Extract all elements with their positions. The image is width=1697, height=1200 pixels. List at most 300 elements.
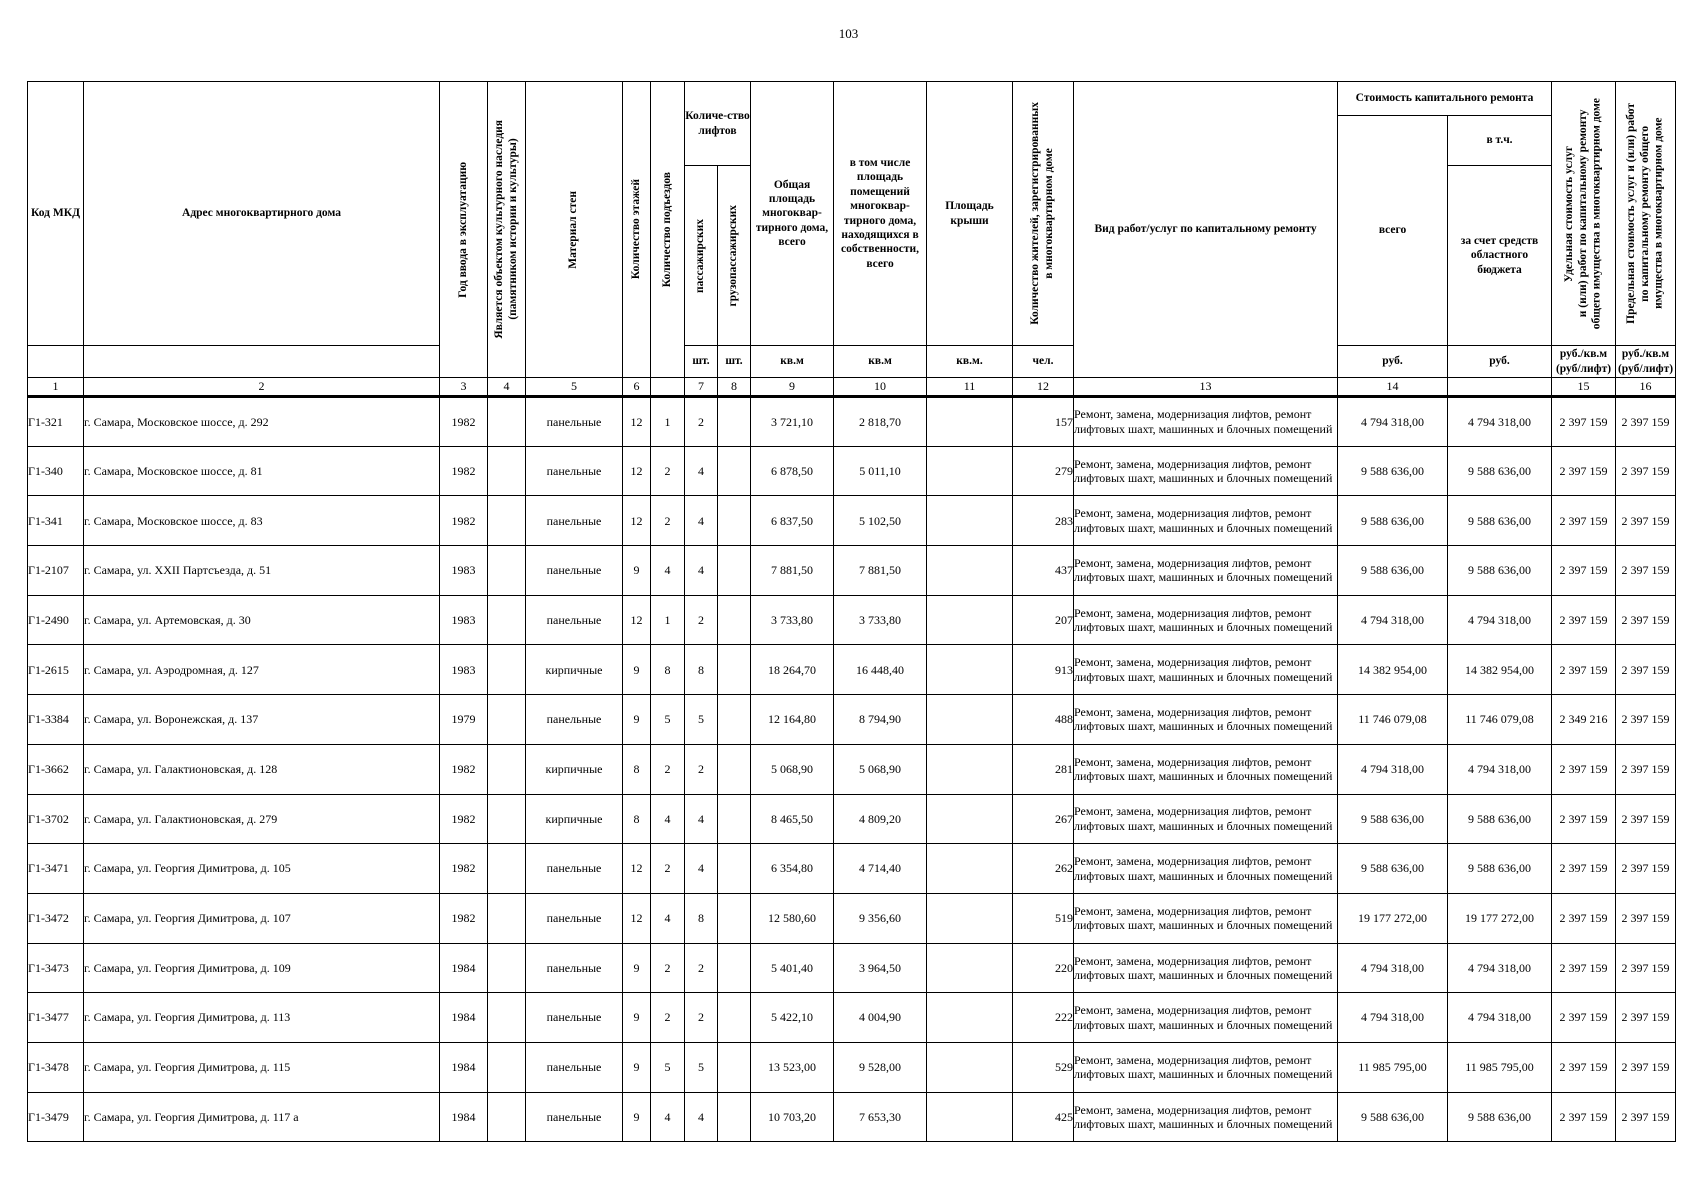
cell-address: г. Самара, ул. Георгия Димитрова, д. 117 а — [84, 1092, 440, 1142]
cell-cost-total: 4 794 318,00 — [1338, 397, 1448, 447]
cell-cost-total: 4 794 318,00 — [1338, 993, 1448, 1043]
cell-lifts-cargo — [718, 1042, 751, 1092]
unit-lifts-cargo: шт. — [718, 346, 751, 378]
table-row — [28, 595, 1676, 645]
unit-max-cost: руб./кв.м (руб/лифт) — [1616, 346, 1676, 378]
column-number: 3 — [440, 378, 488, 397]
cell-residents: 488 — [1013, 695, 1074, 745]
cell-address: г. Самара, ул. XXII Партсъезда, д. 51 — [84, 546, 440, 596]
cell-wall-material: панельные — [526, 546, 623, 596]
cell-address: г. Самара, ул. Аэродромная, д. 127 — [84, 645, 440, 695]
cell-cost-regional: 11 985 795,00 — [1448, 1042, 1552, 1092]
cell-year: 1982 — [440, 397, 488, 447]
cell-owned-area: 7 653,30 — [834, 1092, 927, 1142]
column-number: 10 — [834, 378, 927, 397]
header-lifts-passenger: пассажирских — [685, 166, 718, 346]
cell-lifts-cargo — [718, 893, 751, 943]
cell-floors: 9 — [623, 993, 651, 1043]
cell-heritage — [488, 993, 526, 1043]
cell-year: 1982 — [440, 893, 488, 943]
cell-heritage — [488, 546, 526, 596]
cell-year: 1984 — [440, 1042, 488, 1092]
cell-total-area: 18 264,70 — [751, 645, 834, 695]
cell-code: Г1-2107 — [28, 546, 84, 596]
cell-cost-total: 4 794 318,00 — [1338, 943, 1448, 993]
header-unit-cost: Удельная стоимость услуг и (или) работ по капитальному ремонту общего имущества в многоквартирном доме — [1552, 82, 1616, 346]
cell-roof-area — [927, 744, 1013, 794]
cell-floors: 9 — [623, 1092, 651, 1142]
unit-residents: чел. — [1013, 346, 1074, 378]
cell-code: Г1-3471 — [28, 844, 84, 894]
unit-address — [84, 346, 440, 378]
cell-max-cost: 2 397 159 — [1616, 496, 1676, 546]
cell-roof-area — [927, 645, 1013, 695]
cell-roof-area — [927, 546, 1013, 596]
cell-residents: 913 — [1013, 645, 1074, 695]
cell-code: Г1-3384 — [28, 695, 84, 745]
cell-year: 1984 — [440, 1092, 488, 1142]
cell-lifts-cargo — [718, 993, 751, 1043]
cell-cost-regional: 4 794 318,00 — [1448, 595, 1552, 645]
cell-residents: 267 — [1013, 794, 1074, 844]
cell-address: г. Самара, ул. Георгия Димитрова, д. 109 — [84, 943, 440, 993]
cell-entrances: 2 — [651, 993, 685, 1043]
cell-lifts-passenger: 2 — [685, 397, 718, 447]
cell-lifts-cargo — [718, 645, 751, 695]
cell-entrances: 4 — [651, 794, 685, 844]
cell-owned-area: 3 964,50 — [834, 943, 927, 993]
cell-max-cost: 2 397 159 — [1616, 1042, 1676, 1092]
column-number: 9 — [751, 378, 834, 397]
cell-floors: 9 — [623, 546, 651, 596]
cell-floors: 12 — [623, 446, 651, 496]
cell-unit-cost: 2 397 159 — [1552, 645, 1616, 695]
cell-address: г. Самара, ул. Георгия Димитрова, д. 105 — [84, 844, 440, 894]
cell-code: Г1-3662 — [28, 744, 84, 794]
cell-total-area: 5 068,90 — [751, 744, 834, 794]
cell-year: 1982 — [440, 744, 488, 794]
cell-work-type: Ремонт, замена, модернизация лифтов, ремонт лифтовых шахт, машинных и блочных помещений — [1074, 496, 1338, 546]
cell-total-area: 12 164,80 — [751, 695, 834, 745]
cell-lifts-cargo — [718, 943, 751, 993]
cell-lifts-cargo — [718, 595, 751, 645]
cell-max-cost: 2 397 159 — [1616, 844, 1676, 894]
column-number: 4 — [488, 378, 526, 397]
cell-lifts-passenger: 4 — [685, 546, 718, 596]
cell-lifts-passenger: 2 — [685, 744, 718, 794]
cell-wall-material: панельные — [526, 993, 623, 1043]
cell-residents: 425 — [1013, 1092, 1074, 1142]
table-row — [28, 446, 1676, 496]
cell-max-cost: 2 397 159 — [1616, 993, 1676, 1043]
header-lifts-group: Количе-ство лифтов — [685, 82, 751, 166]
cell-total-area: 13 523,00 — [751, 1042, 834, 1092]
cell-floors: 9 — [623, 645, 651, 695]
cell-residents: 281 — [1013, 744, 1074, 794]
column-number: 2 — [84, 378, 440, 397]
table-row — [28, 943, 1676, 993]
cell-code: Г1-3477 — [28, 993, 84, 1043]
cell-heritage — [488, 645, 526, 695]
cell-floors: 8 — [623, 794, 651, 844]
cell-year: 1983 — [440, 546, 488, 596]
cell-work-type: Ремонт, замена, модернизация лифтов, ремонт лифтовых шахт, машинных и блочных помещений — [1074, 446, 1338, 496]
cell-code: Г1-3478 — [28, 1042, 84, 1092]
cell-cost-total: 9 588 636,00 — [1338, 844, 1448, 894]
cell-heritage — [488, 595, 526, 645]
cell-code: Г1-321 — [28, 397, 84, 447]
cell-lifts-cargo — [718, 794, 751, 844]
cell-entrances: 1 — [651, 397, 685, 447]
cell-work-type: Ремонт, замена, модернизация лифтов, ремонт лифтовых шахт, машинных и блочных помещений — [1074, 844, 1338, 894]
cell-unit-cost: 2 397 159 — [1552, 794, 1616, 844]
cell-floors: 9 — [623, 1042, 651, 1092]
cell-year: 1983 — [440, 595, 488, 645]
table-row — [28, 397, 1676, 447]
cell-unit-cost: 2 397 159 — [1552, 993, 1616, 1043]
cell-address: г. Самара, ул. Галактионовская, д. 128 — [84, 744, 440, 794]
cell-heritage — [488, 695, 526, 745]
cell-max-cost: 2 397 159 — [1616, 794, 1676, 844]
cell-unit-cost: 2 397 159 — [1552, 943, 1616, 993]
column-number: 12 — [1013, 378, 1074, 397]
cell-lifts-cargo — [718, 1092, 751, 1142]
column-number: 5 — [526, 378, 623, 397]
cell-entrances: 2 — [651, 496, 685, 546]
cell-owned-area: 5 011,10 — [834, 446, 927, 496]
cell-lifts-passenger: 5 — [685, 1042, 718, 1092]
cell-wall-material: панельные — [526, 844, 623, 894]
cell-total-area: 3 733,80 — [751, 595, 834, 645]
cell-address: г. Самара, ул. Георгия Димитрова, д. 113 — [84, 993, 440, 1043]
cell-lifts-passenger: 2 — [685, 943, 718, 993]
header-year: Год ввода в эксплуатацию — [440, 82, 488, 378]
cell-code: Г1-3473 — [28, 943, 84, 993]
cell-address: г. Самара, ул. Артемовская, д. 30 — [84, 595, 440, 645]
cell-floors: 12 — [623, 844, 651, 894]
unit-roof-area: кв.м. — [927, 346, 1013, 378]
cell-cost-regional: 9 588 636,00 — [1448, 844, 1552, 894]
cell-lifts-cargo — [718, 744, 751, 794]
cell-roof-area — [927, 1092, 1013, 1142]
cell-work-type: Ремонт, замена, модернизация лифтов, ремонт лифтовых шахт, машинных и блочных помещений — [1074, 397, 1338, 447]
cell-unit-cost: 2 397 159 — [1552, 744, 1616, 794]
cell-year: 1982 — [440, 446, 488, 496]
cell-wall-material: панельные — [526, 695, 623, 745]
cell-cost-regional: 9 588 636,00 — [1448, 446, 1552, 496]
cell-lifts-passenger: 4 — [685, 794, 718, 844]
unit-owned-area: кв.м — [834, 346, 927, 378]
cell-wall-material: панельные — [526, 893, 623, 943]
cell-heritage — [488, 794, 526, 844]
page-number: 103 — [838, 26, 859, 41]
cell-cost-total: 9 588 636,00 — [1338, 546, 1448, 596]
column-number — [651, 378, 685, 397]
table-body — [28, 397, 1676, 1142]
cell-floors: 12 — [623, 496, 651, 546]
cell-work-type: Ремонт, замена, модернизация лифтов, ремонт лифтовых шахт, машинных и блочных помещений — [1074, 546, 1338, 596]
cell-residents: 519 — [1013, 893, 1074, 943]
cell-wall-material: панельные — [526, 943, 623, 993]
unit-lifts-passenger: шт. — [685, 346, 718, 378]
cell-cost-regional: 4 794 318,00 — [1448, 943, 1552, 993]
cell-residents: 283 — [1013, 496, 1074, 546]
cell-heritage — [488, 446, 526, 496]
cell-heritage — [488, 1092, 526, 1142]
unit-code — [28, 346, 84, 378]
cell-cost-total: 9 588 636,00 — [1338, 794, 1448, 844]
cell-entrances: 2 — [651, 446, 685, 496]
cell-owned-area: 7 881,50 — [834, 546, 927, 596]
cell-cost-total: 4 794 318,00 — [1338, 595, 1448, 645]
cell-lifts-cargo — [718, 446, 751, 496]
cell-wall-material: панельные — [526, 397, 623, 447]
cell-work-type: Ремонт, замена, модернизация лифтов, ремонт лифтовых шахт, машинных и блочных помещений — [1074, 893, 1338, 943]
cell-roof-area — [927, 397, 1013, 447]
table-row — [28, 1042, 1676, 1092]
cell-roof-area — [927, 1042, 1013, 1092]
header-max-cost: Предельная стоимость услуг и (или) работ по капитальному ремонту общего имущества в многоквартирном доме — [1616, 82, 1676, 346]
cell-cost-regional: 4 794 318,00 — [1448, 744, 1552, 794]
cell-owned-area: 2 818,70 — [834, 397, 927, 447]
cell-address: г. Самара, Московское шоссе, д. 292 — [84, 397, 440, 447]
cell-cost-total: 9 588 636,00 — [1338, 496, 1448, 546]
cell-max-cost: 2 397 159 — [1616, 595, 1676, 645]
cell-code: Г1-2615 — [28, 645, 84, 695]
cell-entrances: 2 — [651, 844, 685, 894]
header-cost-total: всего — [1338, 116, 1448, 346]
column-number — [1448, 378, 1552, 397]
header-cost-regional: за счет средств областного бюджета — [1448, 166, 1552, 346]
cell-entrances: 5 — [651, 695, 685, 745]
cell-heritage — [488, 893, 526, 943]
table-row — [28, 744, 1676, 794]
cell-wall-material: кирпичные — [526, 794, 623, 844]
unit-total-area: кв.м — [751, 346, 834, 378]
cell-unit-cost: 2 397 159 — [1552, 1092, 1616, 1142]
cell-max-cost: 2 397 159 — [1616, 645, 1676, 695]
table-header — [28, 82, 1676, 397]
unit-unit-cost: руб./кв.м (руб/лифт) — [1552, 346, 1616, 378]
cell-address: г. Самара, ул. Галактионовская, д. 279 — [84, 794, 440, 844]
cell-work-type: Ремонт, замена, модернизация лифтов, ремонт лифтовых шахт, машинных и блочных помещений — [1074, 943, 1338, 993]
cell-cost-regional: 9 588 636,00 — [1448, 1092, 1552, 1142]
cell-lifts-cargo — [718, 546, 751, 596]
cell-year: 1983 — [440, 645, 488, 695]
cell-total-area: 5 401,40 — [751, 943, 834, 993]
header-address: Адрес многоквартирного дома — [84, 82, 440, 346]
cell-max-cost: 2 397 159 — [1616, 397, 1676, 447]
cell-lifts-passenger: 2 — [685, 595, 718, 645]
cell-unit-cost: 2 397 159 — [1552, 397, 1616, 447]
cell-total-area: 3 721,10 — [751, 397, 834, 447]
cell-max-cost: 2 397 159 — [1616, 446, 1676, 496]
cell-entrances: 4 — [651, 893, 685, 943]
cell-owned-area: 4 004,90 — [834, 993, 927, 1043]
cell-roof-area — [927, 993, 1013, 1043]
cell-roof-area — [927, 844, 1013, 894]
cell-lifts-cargo — [718, 496, 751, 546]
cell-year: 1982 — [440, 844, 488, 894]
cell-heritage — [488, 397, 526, 447]
cell-cost-total: 19 177 272,00 — [1338, 893, 1448, 943]
cell-work-type: Ремонт, замена, модернизация лифтов, ремонт лифтовых шахт, машинных и блочных помещений — [1074, 645, 1338, 695]
cell-entrances: 2 — [651, 943, 685, 993]
cell-floors: 9 — [623, 943, 651, 993]
cell-max-cost: 2 397 159 — [1616, 1092, 1676, 1142]
header-cost-incl: в т.ч. — [1448, 116, 1552, 166]
column-number: 15 — [1552, 378, 1616, 397]
cell-roof-area — [927, 893, 1013, 943]
cell-heritage — [488, 1042, 526, 1092]
cell-cost-total: 9 588 636,00 — [1338, 446, 1448, 496]
cell-work-type: Ремонт, замена, модернизация лифтов, ремонт лифтовых шахт, машинных и блочных помещений — [1074, 595, 1338, 645]
cell-owned-area: 9 528,00 — [834, 1042, 927, 1092]
cell-code: Г1-341 — [28, 496, 84, 546]
column-number: 6 — [623, 378, 651, 397]
cell-work-type: Ремонт, замена, модернизация лифтов, ремонт лифтовых шахт, машинных и блочных помещений — [1074, 1092, 1338, 1142]
cell-residents: 529 — [1013, 1042, 1074, 1092]
cell-residents: 157 — [1013, 397, 1074, 447]
column-number: 13 — [1074, 378, 1338, 397]
cell-address: г. Самара, Московское шоссе, д. 81 — [84, 446, 440, 496]
cell-owned-area: 4 809,20 — [834, 794, 927, 844]
table-row — [28, 645, 1676, 695]
column-number: 1 — [28, 378, 84, 397]
header-roof-area: Площадь крыши — [927, 82, 1013, 346]
cell-work-type: Ремонт, замена, модернизация лифтов, ремонт лифтовых шахт, машинных и блочных помещений — [1074, 1042, 1338, 1092]
cell-max-cost: 2 397 159 — [1616, 546, 1676, 596]
cell-floors: 8 — [623, 744, 651, 794]
cell-owned-area: 5 068,90 — [834, 744, 927, 794]
cell-work-type: Ремонт, замена, модернизация лифтов, ремонт лифтовых шахт, машинных и блочных помещений — [1074, 695, 1338, 745]
cell-total-area: 6 837,50 — [751, 496, 834, 546]
header-wall-material: Материал стен — [526, 82, 623, 378]
cell-unit-cost: 2 397 159 — [1552, 893, 1616, 943]
unit-cost-regional: руб. — [1448, 346, 1552, 378]
cell-unit-cost: 2 397 159 — [1552, 844, 1616, 894]
cell-total-area: 12 580,60 — [751, 893, 834, 943]
header-heritage: Является объектом культурного наследия (памятником истории и культуры) — [488, 82, 526, 378]
header-floors: Количество этажей — [623, 82, 651, 378]
cell-total-area: 8 465,50 — [751, 794, 834, 844]
cell-roof-area — [927, 446, 1013, 496]
cell-roof-area — [927, 695, 1013, 745]
cell-owned-area: 16 448,40 — [834, 645, 927, 695]
cell-max-cost: 2 397 159 — [1616, 943, 1676, 993]
repair-table — [27, 81, 1676, 1142]
cell-residents: 220 — [1013, 943, 1074, 993]
cell-lifts-passenger: 8 — [685, 645, 718, 695]
cell-roof-area — [927, 595, 1013, 645]
cell-cost-regional: 11 746 079,08 — [1448, 695, 1552, 745]
header-entrances: Количество подъездов — [651, 82, 685, 378]
cell-entrances: 4 — [651, 546, 685, 596]
cell-lifts-passenger: 4 — [685, 844, 718, 894]
cell-unit-cost: 2 397 159 — [1552, 496, 1616, 546]
cell-entrances: 1 — [651, 595, 685, 645]
header-total-area: Общая площадь многоквар-тирного дома, всего — [751, 82, 834, 346]
cell-cost-total: 4 794 318,00 — [1338, 744, 1448, 794]
cell-year: 1984 — [440, 993, 488, 1043]
cell-cost-regional: 4 794 318,00 — [1448, 993, 1552, 1043]
cell-max-cost: 2 397 159 — [1616, 893, 1676, 943]
cell-cost-regional: 4 794 318,00 — [1448, 397, 1552, 447]
cell-address: г. Самара, ул. Георгия Димитрова, д. 115 — [84, 1042, 440, 1092]
cell-owned-area: 3 733,80 — [834, 595, 927, 645]
column-number: 7 — [685, 378, 718, 397]
cell-year: 1982 — [440, 794, 488, 844]
cell-total-area: 7 881,50 — [751, 546, 834, 596]
cell-roof-area — [927, 496, 1013, 546]
cell-lifts-cargo — [718, 844, 751, 894]
cell-cost-total: 11 985 795,00 — [1338, 1042, 1448, 1092]
table-row — [28, 893, 1676, 943]
cell-year: 1979 — [440, 695, 488, 745]
cell-heritage — [488, 496, 526, 546]
cell-cost-regional: 19 177 272,00 — [1448, 893, 1552, 943]
cell-wall-material: кирпичные — [526, 744, 623, 794]
cell-address: г. Самара, ул. Воронежская, д. 137 — [84, 695, 440, 745]
table-row — [28, 844, 1676, 894]
cell-code: Г1-340 — [28, 446, 84, 496]
header-lifts-cargo: грузопассажирских — [718, 166, 751, 346]
cell-code: Г1-2490 — [28, 595, 84, 645]
column-number: 14 — [1338, 378, 1448, 397]
cell-lifts-cargo — [718, 397, 751, 447]
cell-max-cost: 2 397 159 — [1616, 744, 1676, 794]
cell-heritage — [488, 744, 526, 794]
cell-floors: 12 — [623, 595, 651, 645]
cell-unit-cost: 2 397 159 — [1552, 1042, 1616, 1092]
cell-year: 1984 — [440, 943, 488, 993]
cell-lifts-passenger: 5 — [685, 695, 718, 745]
cell-wall-material: кирпичные — [526, 645, 623, 695]
cell-unit-cost: 2 397 159 — [1552, 595, 1616, 645]
cell-max-cost: 2 397 159 — [1616, 695, 1676, 745]
header-work-type: Вид работ/услуг по капитальному ремонту — [1074, 82, 1338, 378]
cell-work-type: Ремонт, замена, модернизация лифтов, ремонт лифтовых шахт, машинных и блочных помещений — [1074, 993, 1338, 1043]
cell-unit-cost: 2 349 216 — [1552, 695, 1616, 745]
cell-lifts-passenger: 8 — [685, 893, 718, 943]
cell-roof-area — [927, 794, 1013, 844]
cell-owned-area: 8 794,90 — [834, 695, 927, 745]
cell-owned-area: 5 102,50 — [834, 496, 927, 546]
cell-residents: 207 — [1013, 595, 1074, 645]
table-row — [28, 496, 1676, 546]
cell-address: г. Самара, ул. Георгия Димитрова, д. 107 — [84, 893, 440, 943]
cell-wall-material: панельные — [526, 446, 623, 496]
column-number: 16 — [1616, 378, 1676, 397]
cell-total-area: 10 703,20 — [751, 1092, 834, 1142]
unit-cost-total: руб. — [1338, 346, 1448, 378]
cell-residents: 222 — [1013, 993, 1074, 1043]
cell-cost-total: 9 588 636,00 — [1338, 1092, 1448, 1142]
cell-entrances: 5 — [651, 1042, 685, 1092]
cell-lifts-passenger: 4 — [685, 446, 718, 496]
cell-year: 1982 — [440, 496, 488, 546]
cell-roof-area — [927, 943, 1013, 993]
cell-cost-total: 11 746 079,08 — [1338, 695, 1448, 745]
header-owned-area: в том числе площадь помещений многоквар-тирного дома, находящихся в собственности, всего — [834, 82, 927, 346]
cell-total-area: 6 354,80 — [751, 844, 834, 894]
cell-wall-material: панельные — [526, 1042, 623, 1092]
table-row — [28, 794, 1676, 844]
cell-owned-area: 4 714,40 — [834, 844, 927, 894]
cell-owned-area: 9 356,60 — [834, 893, 927, 943]
cell-residents: 437 — [1013, 546, 1074, 596]
header-cost-group: Стоимость капитального ремонта — [1338, 82, 1552, 116]
